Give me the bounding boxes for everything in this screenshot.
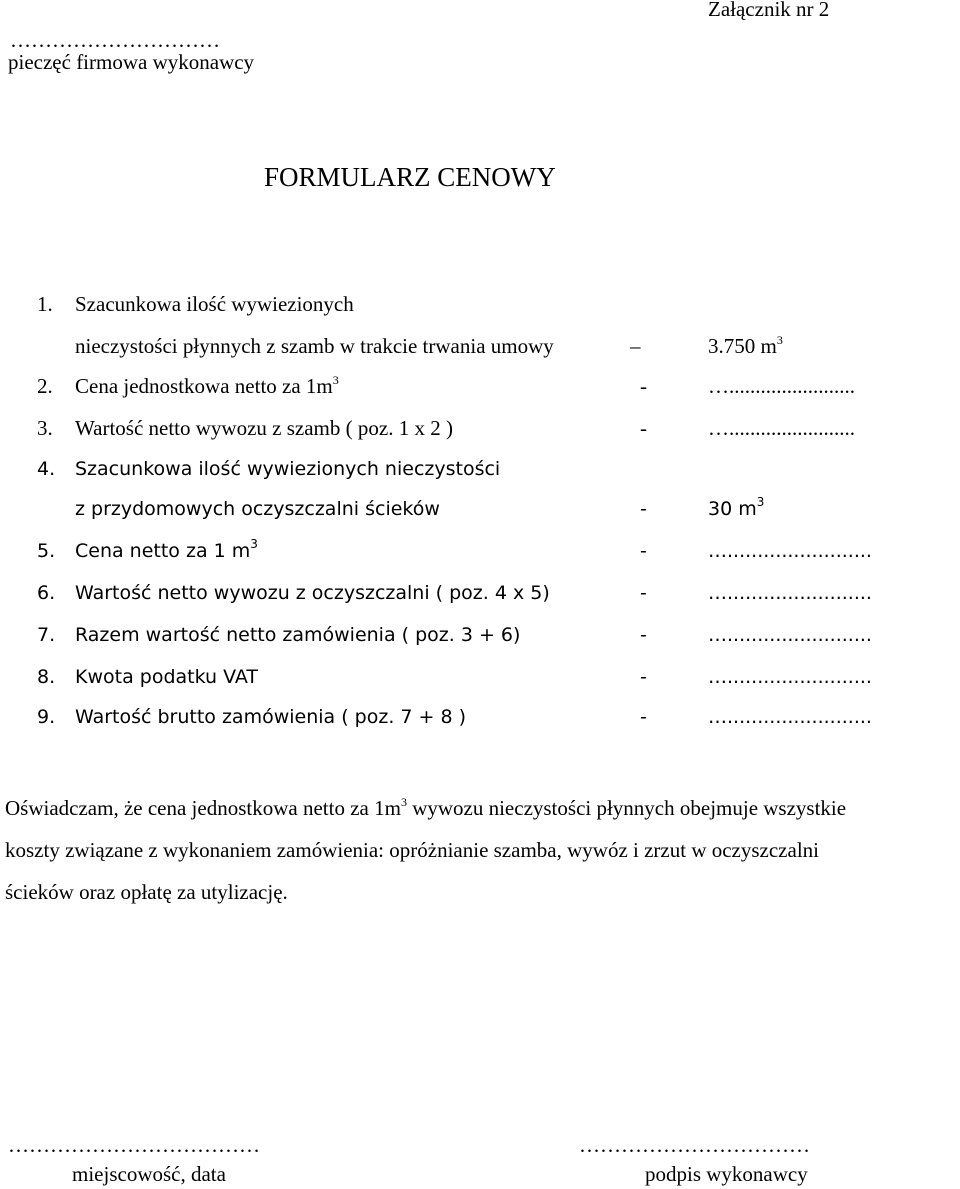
item-number: 6.: [37, 582, 56, 604]
item-text: Kwota podatku VAT: [75, 666, 259, 688]
item-value: …........................: [708, 624, 872, 646]
item-value: …........................: [708, 706, 872, 728]
declaration-line: koszty związane z wykonaniem zamówienia: opróżnianie szamba, wywóz i zrzut w oczyszczalni: [5, 838, 819, 862]
item-value: …........................: [708, 374, 855, 398]
item-dash: -: [640, 624, 647, 646]
item-value: 30 $m^3$: [708, 495, 765, 520]
item-value: …........................: [708, 540, 872, 562]
place-date-dots: ………………………………: [8, 1133, 260, 1157]
item-dash: -: [640, 582, 647, 604]
item-value: …........................: [708, 582, 872, 604]
item-text: Wartość brutto zamówienia ( poz. 7 + 8 ): [75, 706, 467, 728]
item-text: Cena jednostkowa netto za $1m^3$: [75, 373, 339, 398]
declaration-line: ścieków oraz opłatę za utylizację.: [5, 880, 288, 904]
item-dash: -: [640, 416, 647, 440]
item-value: 3.750 $m^3$: [708, 333, 783, 358]
signature-dots: ……………………………: [579, 1133, 810, 1157]
item-value: …........................: [708, 666, 872, 688]
signature-label: podpis wykonawcy: [645, 1162, 808, 1186]
item-number: 1.: [37, 292, 53, 316]
item-dash: –: [630, 334, 641, 358]
item-text: Wartość netto wywozu z szamb ( poz. 1 x 2 ): [75, 416, 453, 440]
item-dash: -: [640, 666, 647, 688]
item-number: 9.: [37, 706, 56, 728]
item-dash: -: [640, 498, 647, 520]
stamp-dots: …………………………: [10, 28, 220, 52]
item-dash: -: [640, 706, 647, 728]
item-number: 7.: [37, 624, 56, 646]
item-text: Razem wartość netto zamówienia ( poz. 3 + 6): [75, 624, 521, 646]
item-dash: -: [640, 540, 647, 562]
declaration-line: Oświadczam, że cena jednostkowa netto za $1m^3$ wywozu nieczystości płynnych obejmuje wszystkie: [5, 795, 847, 820]
item-number: 4.: [37, 458, 56, 480]
item-text: Szacunkowa ilość wywiezionych: [75, 292, 354, 316]
item-number: 2.: [37, 374, 53, 398]
item-number: 8.: [37, 666, 56, 688]
place-date-label: miejscowość, data: [72, 1162, 226, 1186]
annex-label: Załącznik nr 2: [708, 0, 830, 21]
page-title: FORMULARZ CENOWY: [264, 162, 556, 192]
stamp-label: pieczęć firmowa wykonawcy: [8, 50, 255, 74]
item-dash: -: [640, 374, 647, 398]
item-text: Szacunkowa ilość wywiezionych nieczystości: [75, 458, 501, 480]
item-text: Cena netto za 1 $m^3$: [75, 537, 258, 562]
item-text: z przydomowych oczyszczalni ścieków: [75, 498, 440, 520]
item-number: 3.: [37, 416, 53, 440]
item-number: 5.: [37, 540, 56, 562]
item-text: nieczystości płynnych z szamb w trakcie trwania umowy: [75, 334, 554, 358]
item-text: Wartość netto wywozu z oczyszczalni ( poz. 4 x 5): [75, 582, 550, 604]
item-value: …........................: [708, 416, 855, 440]
